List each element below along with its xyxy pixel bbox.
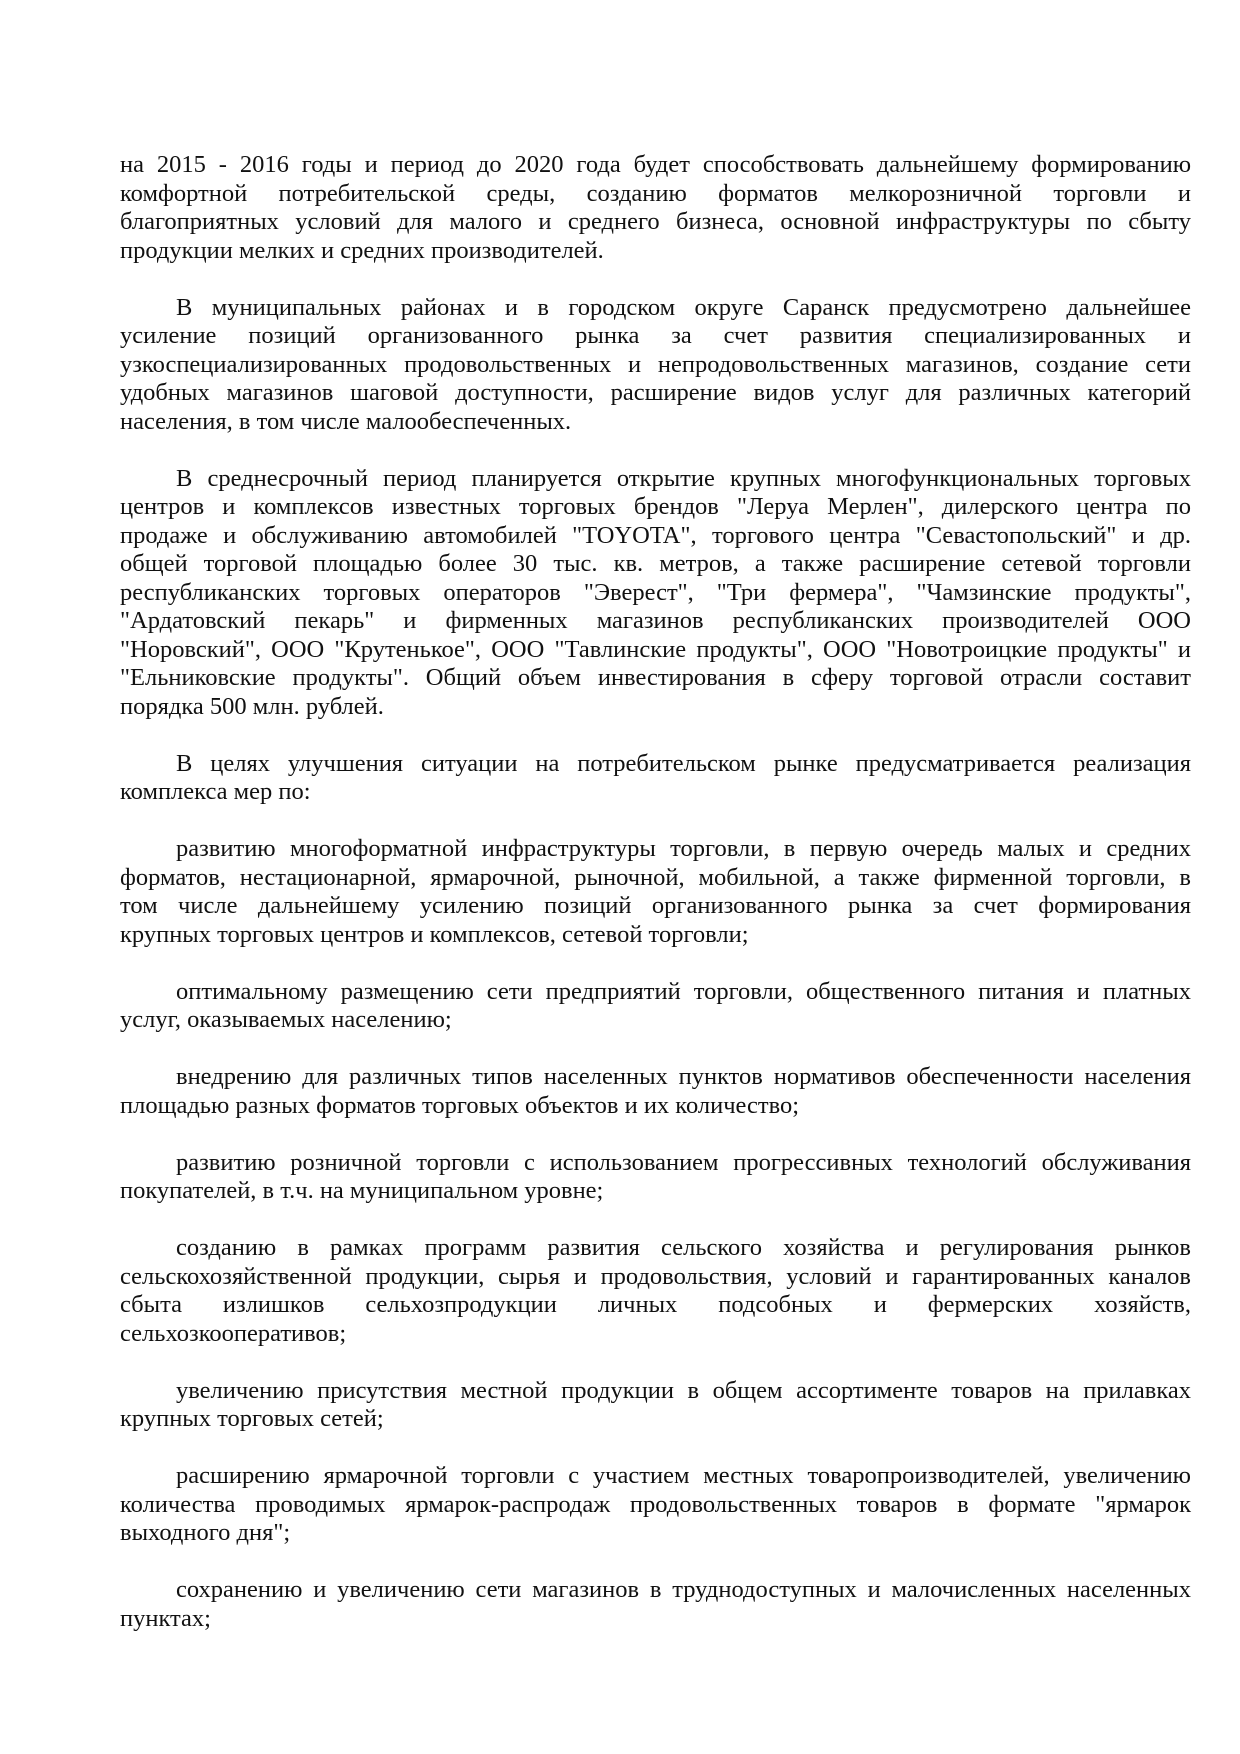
text-line: В целях улучшения ситуации на потребительском рынке предусматривается реализация — [176, 749, 1191, 777]
text-line: площадью разных форматов торговых объектов и их количество; — [120, 1091, 800, 1119]
paragraph — [120, 1462, 1191, 1548]
text-line: населения, в том числе малообеспеченных. — [120, 407, 572, 435]
text-line: выходного дня"; — [120, 1519, 291, 1546]
text-line: развитию многоформатной инфраструктуры торговли, в первую очередь малых и средних — [176, 835, 1191, 862]
text-line: продаже и обслуживанию автомобилей "TOYOTA", торгового центра "Севастопольский" и др. — [120, 521, 1191, 549]
paragraph — [120, 1377, 1191, 1434]
text-line: оптимальному размещению сети предприятий торговли, общественного питания и платных — [176, 977, 1191, 1005]
text-line: благоприятных условий для малого и среднего бизнеса, основной инфраструктуры по сбыту — [120, 208, 1191, 235]
text-line: форматов, нестационарной, ярмарочной, рыночной, мобильной, а также фирменной торговли, в — [120, 863, 1191, 891]
text-line: удобных магазинов шаговой доступности, расширение видов услуг для различных категорий — [120, 379, 1191, 406]
text-line: сельскохозяйственной продукции, сырья и продовольствия, условий и гарантированных каналов — [120, 1262, 1191, 1290]
text-line: внедрению для различных типов населенных пунктов нормативов обеспеченности населения — [176, 1063, 1191, 1090]
text-line: порядка 500 млн. рублей. — [120, 692, 384, 720]
text-line: продукции мелких и средних производителей. — [120, 236, 604, 264]
text-line: крупных торговых центров и комплексов, сетевой торговли; — [120, 920, 749, 948]
text-line: на 2015 - 2016 годы и период до 2020 года будет способствовать дальнейшему формированию — [120, 151, 1191, 178]
text-line: услуг, оказываемых населению; — [120, 1006, 452, 1033]
text-line: крупных торговых сетей; — [120, 1405, 384, 1432]
text-line: количества проводимых ярмарок-распродаж продовольственных товаров в формате "ярмарок — [120, 1490, 1191, 1518]
text-line: сбыта излишков сельхозпродукции личных подсобных и фермерских хозяйств, — [120, 1291, 1191, 1318]
paragraph — [120, 1576, 1191, 1633]
text-line: "Ельниковские продукты". Общий объем инвестирования в сферу торговой отрасли составит — [120, 664, 1191, 691]
text-line: комфортной потребительской среды, созданию форматов мелкорозничной торговли и — [120, 179, 1191, 207]
text-line: В муниципальных районах и в городском округе Саранск предусмотрено дальнейшее — [176, 293, 1191, 321]
text-line: созданию в рамках программ развития сельского хозяйства и регулирования рынков — [176, 1234, 1191, 1261]
paragraph — [120, 1149, 1191, 1206]
text-line: республиканских торговых операторов "Эверест", "Три фермера", "Чамзинские продукты", — [120, 578, 1191, 606]
text-line: усиление позиций организованного рынка за счет развития специализированных и — [120, 322, 1191, 349]
text-line: развитию розничной торговли с использованием прогрессивных технологий обслуживания — [176, 1148, 1191, 1176]
text-line: "Норовский", ООО "Крутенькое", ООО "Тавлинские продукты", ООО "Новотроицкие продукты" и — [120, 635, 1191, 663]
text-line: расширению ярмарочной торговли с участием местных товаропроизводителей, увеличению — [176, 1462, 1191, 1489]
text-line: комплекса мер по: — [120, 778, 311, 805]
text-line: пунктах; — [120, 1604, 211, 1632]
text-line: покупателей, в т.ч. на муниципальном уровне; — [120, 1177, 604, 1204]
text-line: том числе дальнейшему усилению позиций организованного рынка за счет формирования — [120, 892, 1191, 919]
paragraph — [120, 750, 1191, 807]
paragraph — [120, 465, 1191, 722]
document-page — [120, 151, 1191, 1662]
paragraph — [120, 835, 1191, 949]
text-line: В среднесрочный период планируется открытие крупных многофункциональных торговых — [176, 464, 1191, 492]
paragraph — [120, 978, 1191, 1035]
text-line: узкоспециализированных продовольственных и непродовольственных магазинов, создание сети — [120, 350, 1191, 378]
text-line: общей торговой площадью более 30 тыс. кв. метров, а также расширение сетевой торговли — [120, 550, 1191, 577]
paragraph — [120, 1234, 1191, 1348]
text-line: сохранению и увеличению сети магазинов в труднодоступных и малочисленных населенных — [176, 1576, 1191, 1603]
text-line: увеличению присутствия местной продукции в общем ассортименте товаров на прилавках — [176, 1376, 1191, 1404]
text-line: "Ардатовский пекарь" и фирменных магазинов республиканских производителей ООО — [120, 607, 1191, 634]
paragraph — [120, 151, 1191, 265]
text-line: сельхозкооперативов; — [120, 1319, 347, 1347]
paragraph — [120, 294, 1191, 437]
text-line: центров и комплексов известных торговых брендов "Леруа Мерлен", дилерского центра по — [120, 493, 1191, 520]
paragraph — [120, 1063, 1191, 1120]
